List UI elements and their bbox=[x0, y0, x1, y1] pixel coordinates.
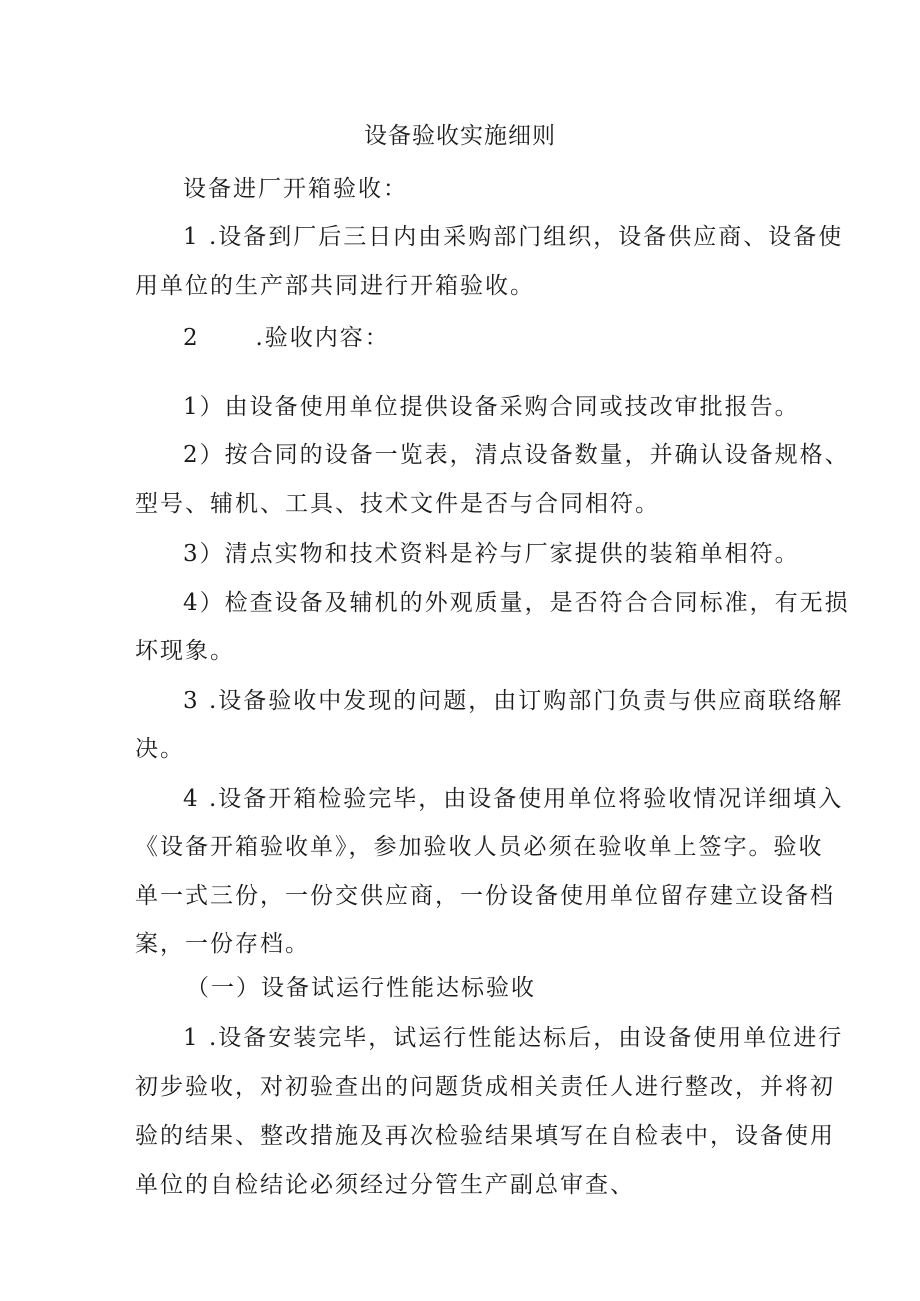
paragraph-line: 用单位的生产部共同进行开箱验收。 bbox=[135, 273, 535, 299]
paragraph-line: 3 .设备验收中发现的问题，由订购部门负责与供应商联络解 bbox=[183, 688, 844, 714]
paragraph-line: 型号、辅机、工具、技术文件是否与合同相符。 bbox=[135, 491, 660, 517]
paragraph-line: 《设备开箱验收单》，参加验收人员必须在验收单上签字。验收 bbox=[135, 834, 824, 860]
paragraph-line: 案，一份存档。 bbox=[135, 931, 310, 957]
paragraph-line: 2）按合同的设备一览表，清点设备数量，并确认设备规格、 bbox=[183, 442, 850, 468]
paragraph-line: 决。 bbox=[135, 736, 185, 762]
paragraph-line: 3）清点实物和技术资料是衿与厂家提供的装箱单相符。 bbox=[183, 541, 800, 567]
paragraph-line: 单一式三份，一份交供应商，一份设备使用单位留存建立设备档 bbox=[135, 883, 835, 909]
paragraph-line: 1 .设备安装完毕，试运行性能达标后，由设备使用单位进行 bbox=[183, 1025, 844, 1051]
paragraph-line: 4 .设备开箱检验完毕，由设备使用单位将验收情况详细填入 bbox=[183, 786, 844, 812]
paragraph-line: 1 .设备到厂后三日内由采购部门组织，设备供应商、设备使 bbox=[183, 224, 844, 250]
paragraph-line: 1）由设备使用单位提供设备采购合同或技改审批报告。 bbox=[183, 394, 800, 420]
paragraph-line: 验的结果、整改措施及再次检验结果填写在自检表中，设备使用 bbox=[135, 1123, 835, 1149]
paragraph-line: 坏现象。 bbox=[135, 638, 235, 664]
paragraph-line: 4）检查设备及辅机的外观质量，是否符合合同标准，有无损 bbox=[183, 590, 850, 616]
paragraph-line: 初步验收，对初验查出的问题货成相关责任人进行整改，并将初 bbox=[135, 1074, 835, 1100]
paragraph-line: 2 .验收内容： bbox=[183, 325, 390, 351]
paragraph-line: 单位的自检结论必须经过分管生产副总审查、 bbox=[135, 1172, 635, 1198]
document-title: 设备验收实施细则 bbox=[364, 123, 556, 149]
section-heading-unboxing: 设备进厂开箱验收： bbox=[183, 176, 408, 202]
section-heading-trial-run: （一）设备试运行性能达标验收 bbox=[186, 975, 536, 1001]
